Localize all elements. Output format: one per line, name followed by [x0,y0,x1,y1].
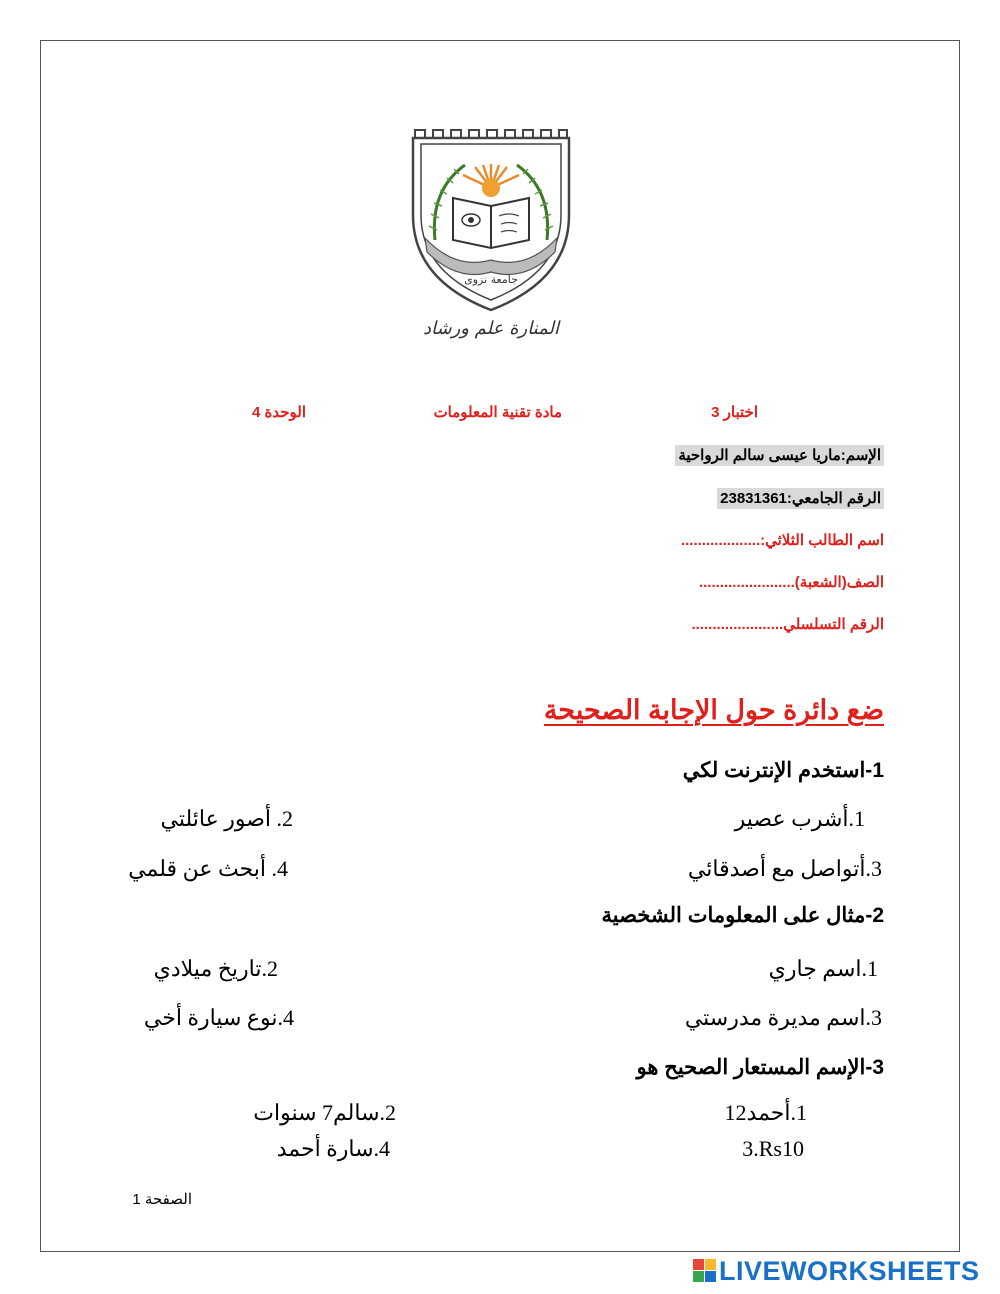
q1-option-2[interactable]: 2. أصور عائلتي [160,806,293,831]
class-field[interactable]: الصف(الشعبة)....................... [698,574,884,591]
q2-option-4[interactable]: 4.نوع سيارة أخي [143,1005,294,1030]
question-2: 2-مثال على المعلومات الشخصية [601,904,884,927]
q2-option-1[interactable]: 1.اسم جاري [768,956,878,981]
question-3: 3-الإسم المستعار الصحيح هو [636,1056,884,1079]
student-name: الإسم:ماريا عيسى سالم الرواحية [675,445,884,466]
subject-name: مادة تقنية المعلومات [433,404,562,421]
serial-field[interactable]: الرقم التسلسلي...................... [691,616,884,633]
instruction-title: ضع دائرة حول الإجابة الصحيحة [543,695,884,725]
university-motto: المنارة علم ورشاد [422,318,560,339]
university-name: جامعة نزوى [464,273,518,286]
q1-option-3[interactable]: 3.أتواصل مع أصدقائي [687,856,882,881]
university-logo [395,120,585,345]
q2-option-3[interactable]: 3.اسم مديرة مدرستي [684,1005,882,1030]
exam-number: اختبار 3 [711,404,758,421]
liveworksheets-text: LIVEWORKSHEETS [719,1255,980,1286]
q3-option-3[interactable]: 3.Rs10 [742,1136,804,1161]
q1-option-4[interactable]: 4. أبحث عن قلمي [128,856,288,881]
student-id: الرقم الجامعي:23831361 [717,488,884,509]
unit-number: الوحدة 4 [251,404,306,421]
liveworksheets-logo [693,1256,980,1286]
q2-option-2[interactable]: 2.تاريخ ميلادي [153,956,278,981]
q3-option-2[interactable]: 2.سالم7 سنوات [253,1100,396,1125]
full-name-field[interactable]: اسم الطالب الثلاثي:................... [680,532,884,549]
q3-option-4[interactable]: 4.سارة أحمد [276,1136,390,1161]
question-1: 1-استخدم الإنترنت لكي [682,759,884,782]
liveworksheets-icon [693,1259,717,1283]
q3-option-1[interactable]: 1.أحمد12 [724,1100,807,1125]
page-number: الصفحة 1 [132,1191,192,1208]
q1-option-1[interactable]: 1.أشرب عصير [734,806,865,831]
